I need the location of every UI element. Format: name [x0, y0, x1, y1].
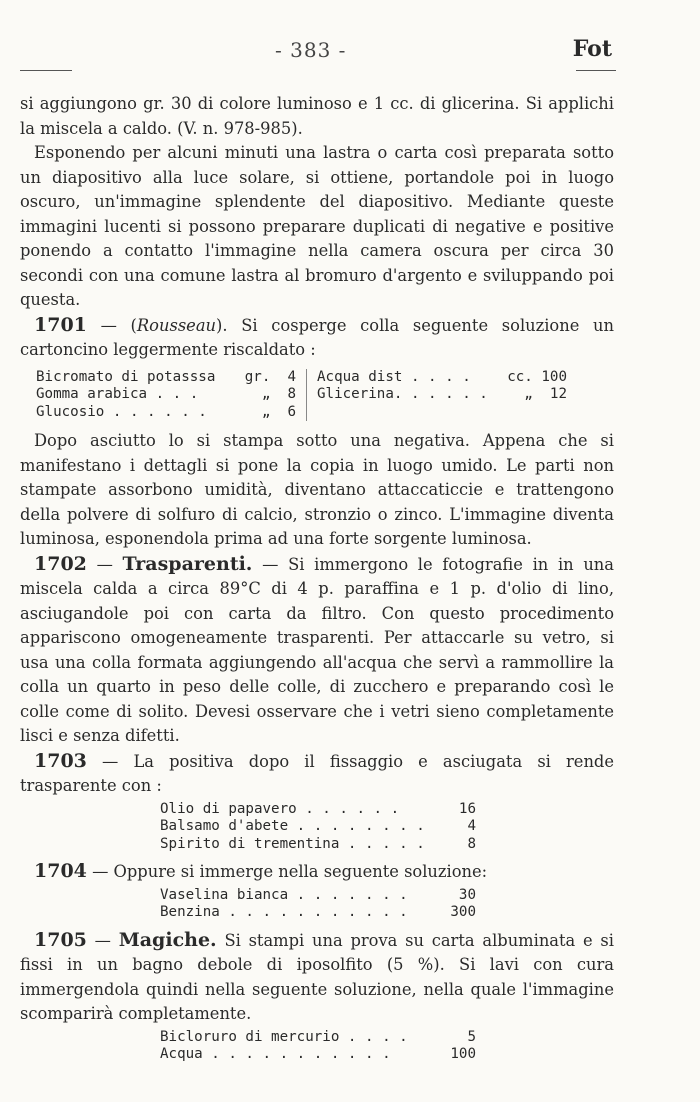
recipe-1703: [160, 801, 476, 854]
recipe-1705: [160, 1029, 476, 1064]
recipe-row: Acqua . . . . . . . . . . . 100: [160, 1046, 476, 1062]
entry-1703: 1703 — La positiva dopo il fissaggio e asciugata si rende trasparente con :: [20, 749, 614, 795]
entry-1701: 1701 — (Rousseau). Si cosperge colla seguente soluzione un cartoncino leggermente riscaldato :: [20, 313, 615, 359]
recipe-row: Bicloruro di mercurio . . . . 5: [160, 1028, 476, 1045]
entry-1705: 1705 — Magiche. Si stampi una prova su carta albuminata e si fissi in un bagno debole di iposolfito (5 %). Si lavi con cura immergendola quindi nella seguente soluzione, nella quale l'immagine scomparirà completamente.: [20, 928, 614, 1023]
entry-heading: Trasparenti.: [122, 552, 253, 575]
entry-1702: 1702 — Trasparenti. — Si immergono le fotografie in in una miscela calda a circa 89°C di 4 p. paraffina e 1 p. d'olio di lino, asciugandole poi con carta da filtro. Con questo procedimento appariscono omogeneamente trasparenti. Per attaccarle su vetro, si usa una colla formata aggiungendo all'acqua che servì a rammollire la colla un quarto in peso delle colle, di zucchero e preparando così le colle come di solito. Devesi osservare che i vetri sieno completamente lisci e senza difetti.: [20, 552, 614, 745]
recipe-row: Glucosio . . . . . . „ 6: [36, 403, 296, 420]
entry-heading: Magiche.: [118, 928, 217, 951]
recipe-row: Benzina . . . . . . . . . . . 300: [160, 904, 476, 920]
page-header: [20, 38, 612, 68]
entry-number: 1703: [34, 749, 87, 772]
entry-number: 1701: [34, 313, 87, 336]
entry-number: 1705: [34, 928, 87, 951]
recipe-row: Spirito di trementina . . . . . 8: [160, 835, 476, 852]
recipe-column-right: [307, 369, 567, 422]
recipe-row: Gomma arabica . . . „ 8: [36, 386, 296, 402]
body-text: [20, 92, 614, 1070]
recipe-row: Bicromato di potasssa gr. 4: [36, 368, 296, 385]
header-rule-left: [20, 70, 72, 71]
recipe-column-left: [36, 369, 307, 422]
entry-1704: 1704 — Oppure si immerge nella seguente soluzione:: [34, 860, 488, 882]
recipe-row: Vaselina bianca . . . . . . . 30: [160, 886, 476, 903]
recipe-row: Balsamo d'abete . . . . . . . . 4: [160, 818, 476, 834]
recipe-row: Acqua dist . . . . cc. 100: [317, 368, 567, 385]
paragraph-continuation: si aggiungono gr. 30 di colore luminoso e 1 cc. di glicerina. Si applichi la miscela a caldo. (V. n. 978-985).: [20, 94, 614, 138]
recipe-row: Glicerina. . . . . . „ 12: [317, 386, 567, 402]
recipe-row: Olio di papavero . . . . . . 16: [160, 800, 476, 817]
recipe-1701: [36, 369, 614, 422]
section-title: Fot: [572, 36, 612, 62]
page-number: - 383 -: [275, 38, 347, 62]
entry-number: 1704: [34, 860, 87, 882]
entry-number: 1702: [34, 552, 87, 575]
recipe-1704: [160, 887, 476, 922]
header-rule-right: [576, 70, 616, 71]
paragraph-1701-after: Dopo asciutto lo si stampa sotto una negativa. Appena che si manifestano i dettagli si pone la copia in luogo umido. Le parti non stampate assorbono umidità, diventano attaccaticcie e trattengono della polvere di solfuro di calcio, stronzio o zinco. L'immagine diventa luminosa, esponendola prima ad una forte sorgente luminosa.: [20, 431, 614, 548]
paragraph-exposure: Esponendo per alcuni minuti una lastra o carta così preparata sotto un diapositivo alla luce solare, si ottiene, portandole poi in luogo oscuro, un'immagine splendente del diapositivo. Mediante queste immagini lucenti si possono preparare duplicati di negative e positive ponendo a contatto l'immagine nella camera oscura per circa 30 secondi con una comune lastra al bromuro d'argento e sviluppando poi questa.: [20, 143, 614, 309]
entry-author: Rousseau: [136, 315, 217, 335]
